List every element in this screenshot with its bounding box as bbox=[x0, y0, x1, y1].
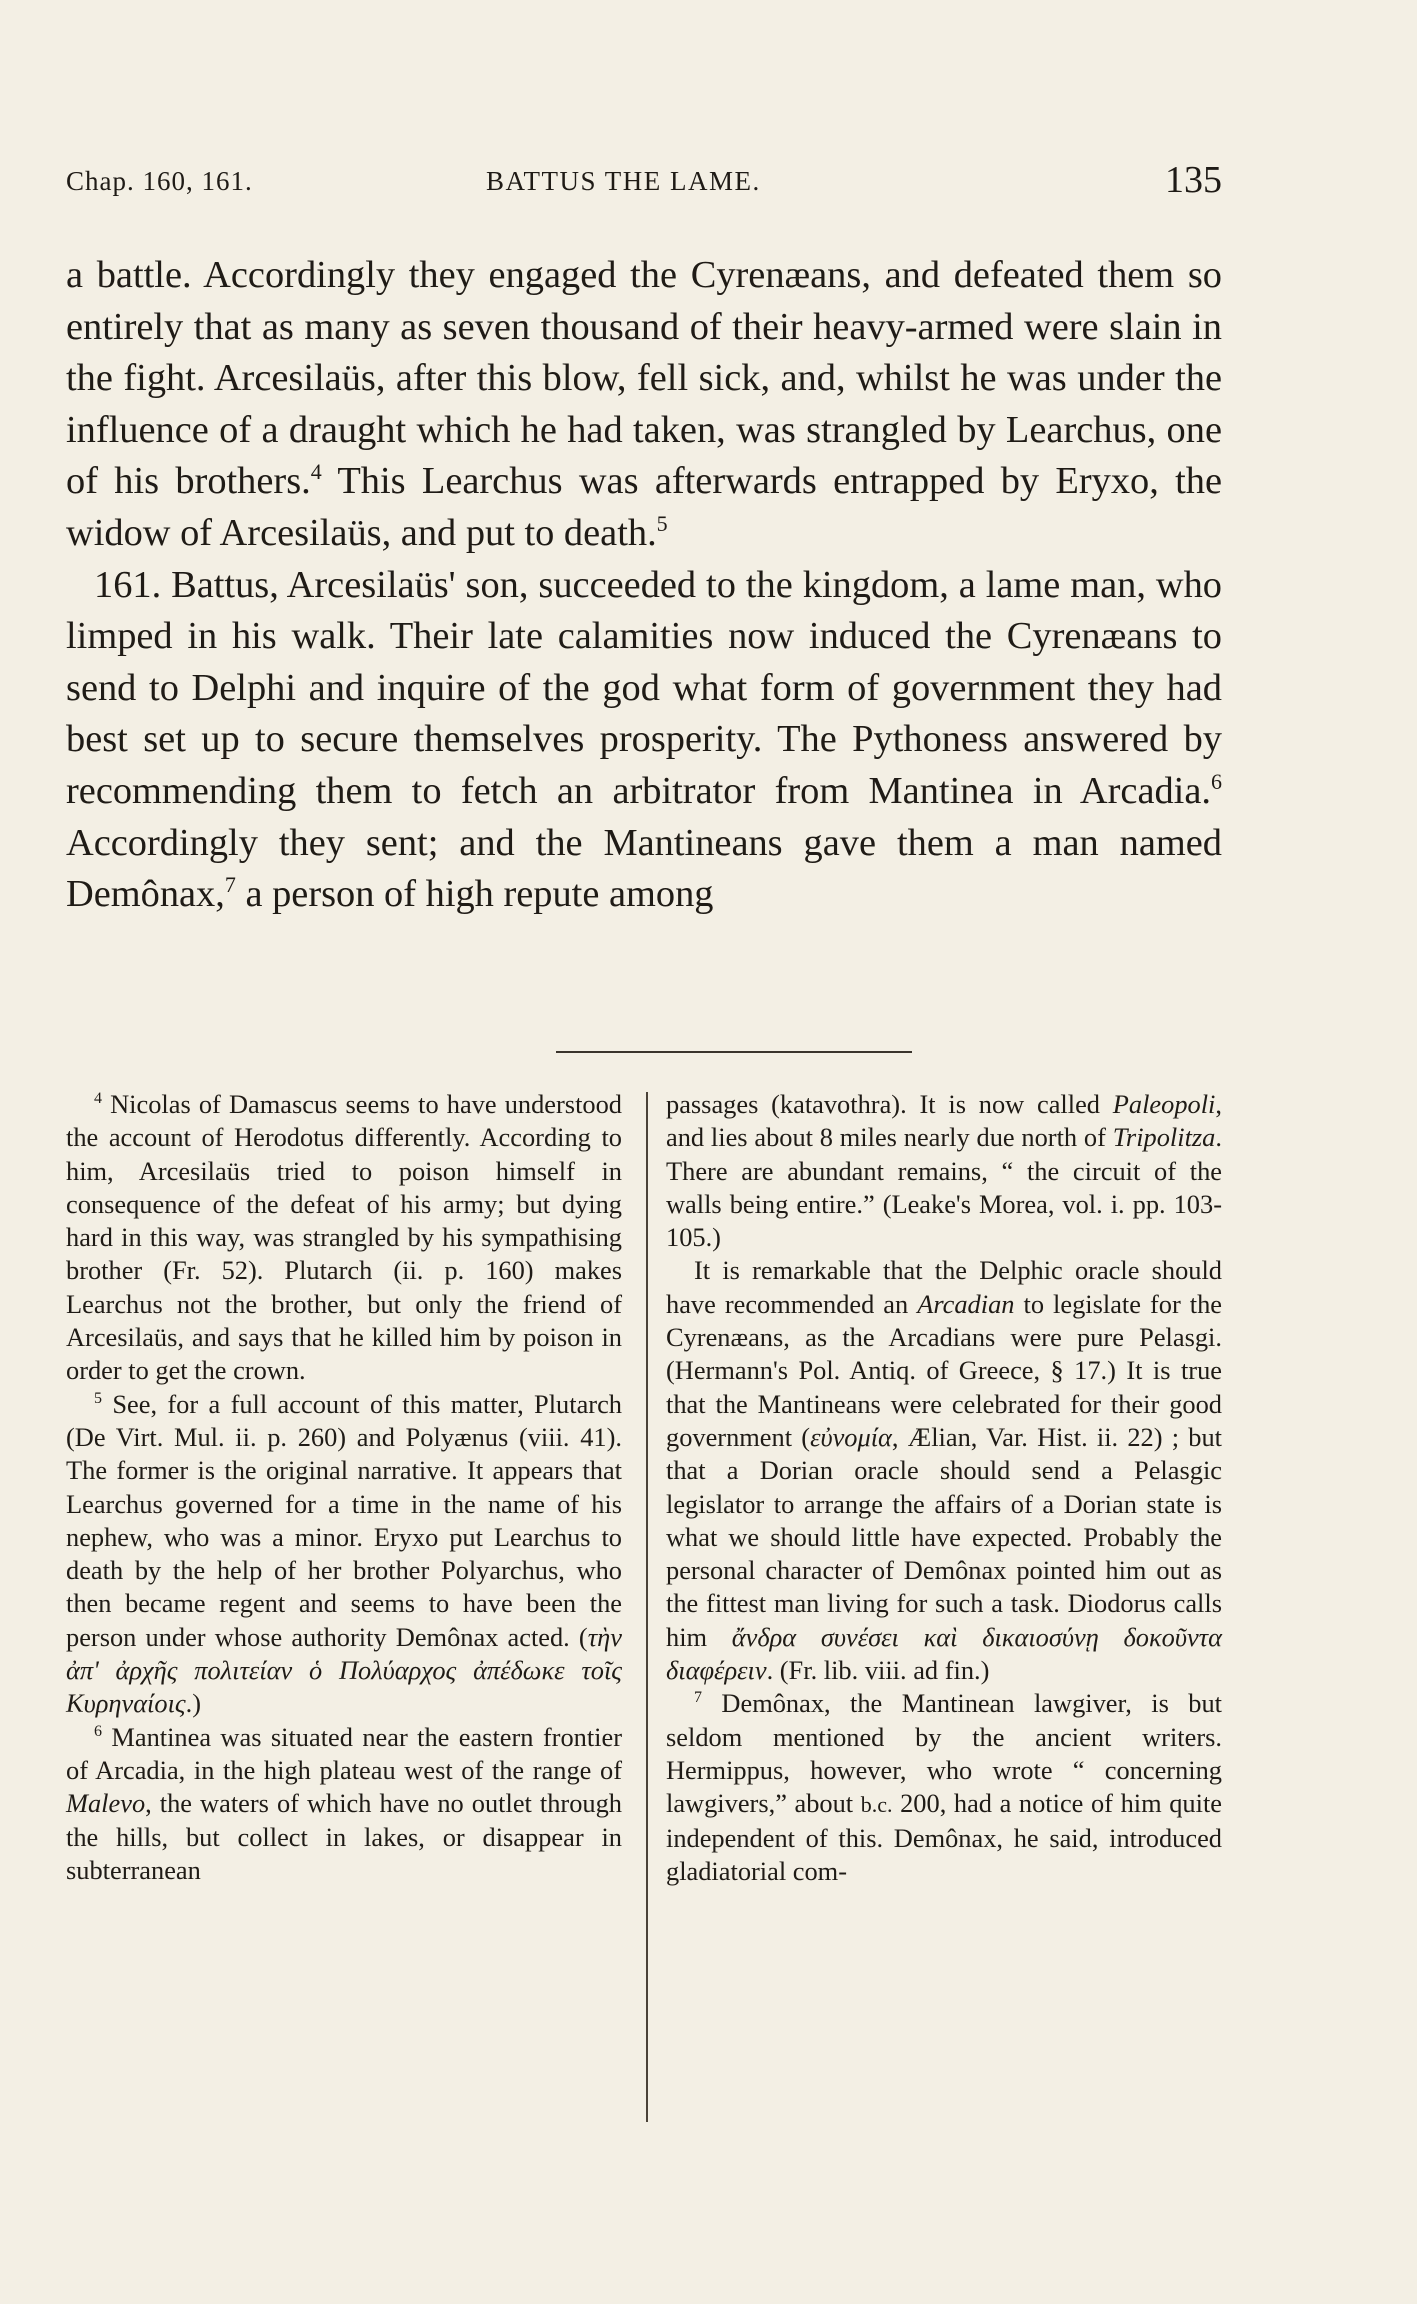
footnote-text: Nicolas of Damascus seems to have understood the account of Herodotus differently. According to him, Arcesilaüs tried to poison himself in consequence of the defeat of his army; but dying hard in this way, was strangled by his sympathising brother (Fr. 52). Plutarch (ii. p. 160) makes Learchus not the brother, but only the friend of Arcesilaüs, and says that he killed him by poison in order to get the crown. bbox=[66, 1089, 622, 1386]
running-header bbox=[66, 159, 1222, 208]
page-number: 135 bbox=[1165, 159, 1222, 201]
greek-quote: εὐνομία bbox=[810, 1421, 892, 1452]
footnote-divider bbox=[556, 1051, 912, 1053]
footnote bbox=[66, 1388, 622, 1721]
italic-term: Paleopoli bbox=[1112, 1089, 1216, 1119]
paragraph bbox=[66, 560, 1222, 921]
italic-term: Tripolitza bbox=[1112, 1122, 1216, 1153]
footnote-text: to legislate for the Cyrenæans, as the Arcadians were pure Pelasgi. (Hermann's Pol. Antiq. of Greece, § 17.) It is true that the Mantineans were celebrated for their good government ( bbox=[666, 1288, 1222, 1452]
footnotes-right-column bbox=[666, 1088, 1222, 1888]
paragraph bbox=[66, 250, 1222, 560]
footnote-text: , and lies about 8 miles nearly due north of bbox=[666, 1089, 1222, 1153]
footnote bbox=[666, 1687, 1222, 1888]
footnote-text: , Ælian, Var. Hist. ii. 22) ; but that a Dorian oracle should send a Pelasgic legislator to arrange the affairs of a Dorian state is what we should little have expected. Probably the personal character of Demônax pointed him out as the fittest man living for such a task. Diodorus calls him bbox=[666, 1421, 1223, 1652]
footnote-text: Demônax, the Mantinean lawgiver, is but seldom mentioned by the ancient writers. Hermippus, however, who wrote “ concerning lawgivers,” about bbox=[666, 1688, 1222, 1819]
running-title: BATTUS THE LAME. bbox=[486, 166, 761, 196]
greek-quote: τὴν ἀπ' ἀρχῆς πολιτείαν ὁ Πολύαρχος ἀπέδωκε τοῖς Κυρηναίοις bbox=[66, 1621, 622, 1719]
footnote-text: Mantinea was situated near the eastern frontier of Arcadia, in the high plateau west of the range of bbox=[66, 1721, 622, 1785]
footnote-text: .) bbox=[185, 1688, 201, 1719]
footnote-text: , the waters of which have no outlet through the hills, but collect in lakes, or disappear in subterranean bbox=[66, 1788, 622, 1885]
footnotes-left-column bbox=[66, 1088, 622, 1887]
italic-term: Malevo bbox=[66, 1788, 146, 1819]
footnote-text: . There are abundant remains, “ the circuit of the walls being entire.” (Leake's Morea, vol. i. pp. 103-105.) bbox=[666, 1122, 1222, 1253]
main-text bbox=[66, 250, 1222, 921]
footnote-number: 5 bbox=[94, 1389, 102, 1407]
footnote-ref: 4 bbox=[310, 459, 322, 485]
footnote-text: It is remarkable that the Delphic oracle should have recommended an bbox=[666, 1255, 1222, 1319]
footnote-text: See, for a full account of this matter, Plutarch (De Virt. Mul. ii. p. 260) and Polyænus (viii. 41). The former is the original narrative. It appears that Learchus governed for a time in the name of his nephew, who was a minor. Eryxo put Learchus to death by the help of her brother Polyarchus, who then became regent and seems to have been the person under whose authority Demônax acted. ( bbox=[66, 1388, 622, 1652]
footnote-ref: 7 bbox=[224, 872, 236, 898]
footnote-text: passages (katavothra). It is now called bbox=[666, 1089, 1113, 1119]
text-span: 161. Battus, Arcesilaüs' son, succeeded to the kingdom, a lame man, who limped in his walk. Their late calamities now induced the Cyrenæans to send to Delphi and inquire of the god what form of government they had best set up to secure themselves prosperity. The Pythoness answered by recommending them to fetch an arbitrator from Mantinea in Arcadia. bbox=[66, 563, 1222, 812]
column-divider bbox=[646, 1092, 648, 2122]
footnote bbox=[666, 1254, 1222, 1687]
text-span: This Learchus was afterwards entrapped by Eryxo, the widow of Arcesilaüs, and put to death. bbox=[66, 460, 1222, 554]
footnote-ref: 6 bbox=[1211, 769, 1222, 795]
text-span: a person of high repute among bbox=[235, 873, 714, 916]
chapter-reference: Chap. 160, 161. bbox=[66, 166, 253, 196]
footnote-number: 4 bbox=[94, 1090, 102, 1108]
footnote-ref: 5 bbox=[656, 511, 668, 537]
footnote-text: 200, had a notice of him quite independent of this. Demônax, he said, introduced gladiatorial com- bbox=[666, 1788, 1222, 1886]
text-span: a battle. Accordingly they engaged the Cyrenæans, and defeated them so entirely that as many as seven thousand of their heavy-armed were slain in the fight. Arcesilaüs, after this blow, fell sick, and, whilst he was under the influence of a draught which he had taken, was strangled by Learchus, one of his brothers. bbox=[66, 254, 1222, 503]
footnote bbox=[66, 1088, 622, 1388]
footnote-text: . (Fr. lib. viii. ad fin.) bbox=[766, 1655, 990, 1686]
italic-term: Arcadian bbox=[917, 1288, 1015, 1319]
footnote-number: 6 bbox=[94, 1722, 102, 1740]
footnote bbox=[66, 1721, 622, 1887]
footnote bbox=[666, 1088, 1222, 1254]
footnote-number: 7 bbox=[694, 1689, 702, 1707]
small-caps-text: b.c. bbox=[860, 1792, 893, 1818]
text-span: Accordingly they sent; and the Mantineans gave them a man named Demônax, bbox=[66, 821, 1222, 916]
greek-quote: ἄνδρα συνέσει καὶ δικαιοσύνῃ δοκοῦντα διαφέρειν bbox=[666, 1621, 1222, 1686]
